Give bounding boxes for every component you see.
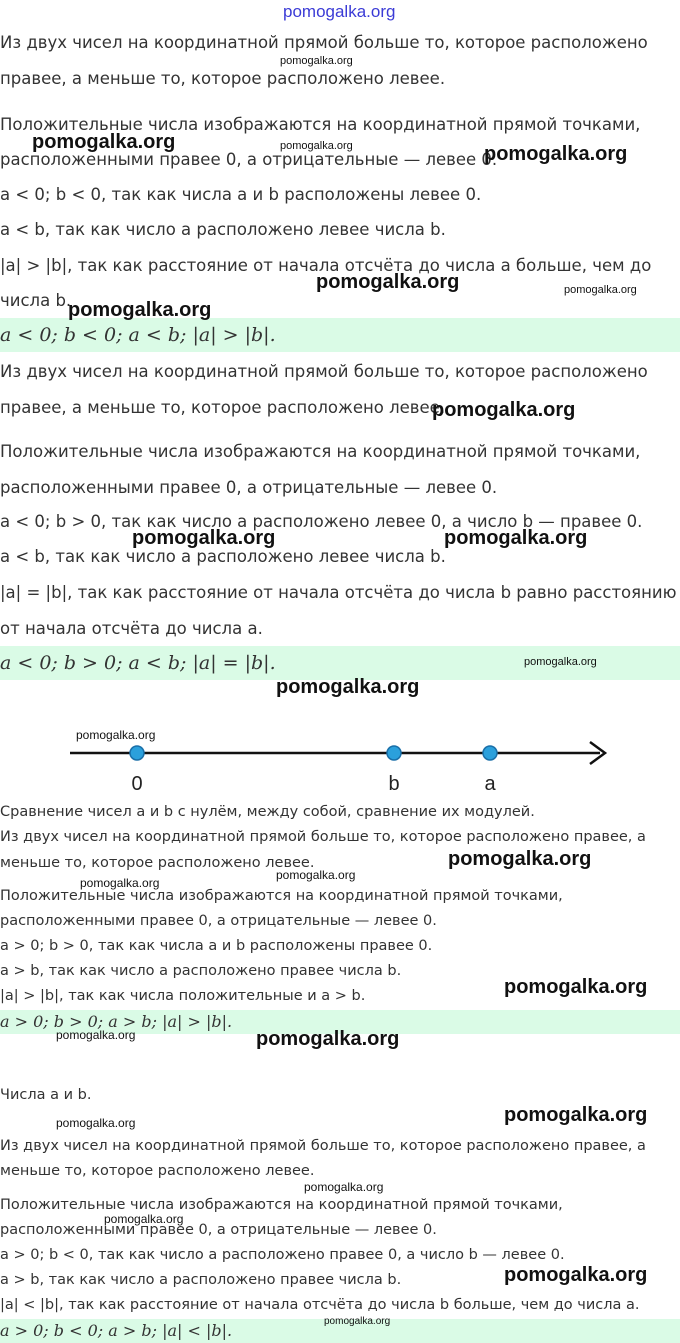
s1-paragraph-1-line-2: правее, а меньше то, которое расположено левее.	[0, 69, 446, 88]
s4-explanation-order: a > b, так как число a расположено правее числа b.	[0, 1272, 402, 1288]
s4-answer: a > 0; b < 0; a > b; |a| < |b|.	[0, 1321, 233, 1340]
axis-label-zero: 0	[131, 773, 143, 795]
s2-paragraph-1-line-2: правее, а меньше то, которое расположено левее.	[0, 398, 446, 417]
s1-explanation-order: a < b, так как число a расположено левее числа b.	[0, 220, 446, 239]
watermark: pomogalka.org	[316, 271, 460, 293]
watermark: pomogalka.org	[448, 848, 592, 870]
s3-paragraph-2-line-2: расположенными правее 0, а отрицательные — левее 0.	[0, 913, 437, 929]
watermark: pomogalka.org	[444, 527, 588, 549]
watermark: pomogalka.org	[276, 676, 420, 698]
point-a	[483, 746, 497, 760]
s1-paragraph-2-line-1: Положительные числа изображаются на координатной прямой точками,	[0, 115, 641, 134]
s4-explanation-modulus: |a| < |b|, так как расстояние от начала отсчёта до числа b больше, чем до числа a.	[0, 1297, 640, 1313]
s2-explanation-sign: a < 0; b > 0, так как число a расположено левее 0, а число b — правее 0.	[0, 512, 643, 531]
s4-explanation-sign: a > 0; b < 0, так как число a расположено правее 0, а число b — левее 0.	[0, 1247, 565, 1263]
watermark: pomogalka.org	[76, 728, 156, 742]
s2-explanation-order: a < b, так как число a расположено левее числа b.	[0, 547, 446, 566]
watermark: pomogalka.org	[504, 976, 648, 998]
axis-label-b: b	[388, 773, 400, 795]
s2-paragraph-1-line-1: Из двух чисел на координатной прямой больше то, которое расположено	[0, 362, 648, 381]
s1-answer: a < 0; b < 0; a < b; |a| > |b|.	[0, 324, 276, 346]
watermark: pomogalka.org	[524, 656, 597, 668]
watermark: pomogalka.org	[80, 876, 160, 890]
point-zero	[130, 746, 144, 760]
watermark: pomogalka.org	[280, 55, 353, 67]
s1-explanation-modulus-line-1: |a| > |b|, так как расстояние от начала отсчёта до числа a больше, чем до	[0, 256, 652, 275]
s3-explanation-sign: a > 0; b > 0, так как числа a и b расположены правее 0.	[0, 938, 433, 954]
s1-explanation-sign: a < 0; b < 0, так как числа a и b расположены левее 0.	[0, 185, 482, 204]
s1-paragraph-2-line-2: расположенными правее 0, а отрицательные — левее 0.	[0, 150, 498, 169]
watermark: pomogalka.org	[256, 1028, 400, 1050]
s4-paragraph-1-line-1: Из двух чисел на координатной прямой больше то, которое расположено правее, а	[0, 1138, 646, 1154]
axis-label-a: a	[484, 773, 496, 795]
s2-answer: a < 0; b > 0; a < b; |a| = |b|.	[0, 652, 276, 674]
s3-explanation-order: a > b, так как число a расположено правее числа b.	[0, 963, 402, 979]
s1-explanation-modulus-line-2: числа b.	[0, 291, 72, 310]
s4-paragraph-1-line-2: меньше то, которое расположено левее.	[0, 1163, 315, 1179]
watermark: pomogalka.org	[132, 527, 276, 549]
watermark: pomogalka.org	[276, 868, 356, 882]
point-b	[387, 746, 401, 760]
s3-answer: a > 0; b > 0; a > b; |a| > |b|.	[0, 1012, 233, 1031]
watermark: pomogalka.org	[68, 299, 212, 321]
s1-paragraph-1-line-1: Из двух чисел на координатной прямой больше то, которое расположено	[0, 33, 648, 52]
watermark: pomogalka.org	[324, 1316, 391, 1327]
s4-paragraph-2-line-2: расположенными правее 0, а отрицательные — левее 0.	[0, 1222, 437, 1238]
s4-caption: Числа a и b.	[0, 1087, 92, 1103]
s3-paragraph-1-line-2: меньше то, которое расположено левее.	[0, 855, 315, 871]
s2-explanation-modulus-line-1: |a| = |b|, так как расстояние от начала отсчёта до числа b равно расстоянию	[0, 583, 677, 602]
s4-paragraph-2-line-1: Положительные числа изображаются на координатной прямой точками,	[0, 1197, 563, 1213]
s3-paragraph-2-line-1: Положительные числа изображаются на координатной прямой точками,	[0, 888, 563, 904]
watermark: pomogalka.org	[564, 284, 637, 296]
s1-answer-box	[0, 318, 680, 352]
watermark-top[interactable]: pomogalka.org	[283, 2, 396, 21]
s2-paragraph-2-line-2: расположенными правее 0, а отрицательные — левее 0.	[0, 478, 498, 497]
watermark: pomogalka.org	[304, 1180, 384, 1194]
watermark: pomogalka.org	[32, 131, 176, 153]
s3-caption: Сравнение чисел a и b с нулём, между собой, сравнение их модулей.	[0, 804, 535, 820]
watermark: pomogalka.org	[484, 143, 628, 165]
watermark: pomogalka.org	[56, 1116, 136, 1130]
s3-explanation-modulus: |a| > |b|, так как числа положительные и a > b.	[0, 988, 366, 1004]
watermark: pomogalka.org	[504, 1264, 648, 1286]
s2-explanation-modulus-line-2: от начала отсчёта до числа a.	[0, 619, 263, 638]
watermark: pomogalka.org	[504, 1104, 648, 1126]
watermark: pomogalka.org	[432, 399, 576, 421]
s3-paragraph-1-line-1: Из двух чисел на координатной прямой больше то, которое расположено правее, а	[0, 829, 646, 845]
watermark: pomogalka.org	[56, 1028, 136, 1042]
watermark: pomogalka.org	[104, 1212, 184, 1226]
watermark: pomogalka.org	[280, 140, 353, 152]
s2-paragraph-2-line-1: Положительные числа изображаются на координатной прямой точками,	[0, 442, 641, 461]
